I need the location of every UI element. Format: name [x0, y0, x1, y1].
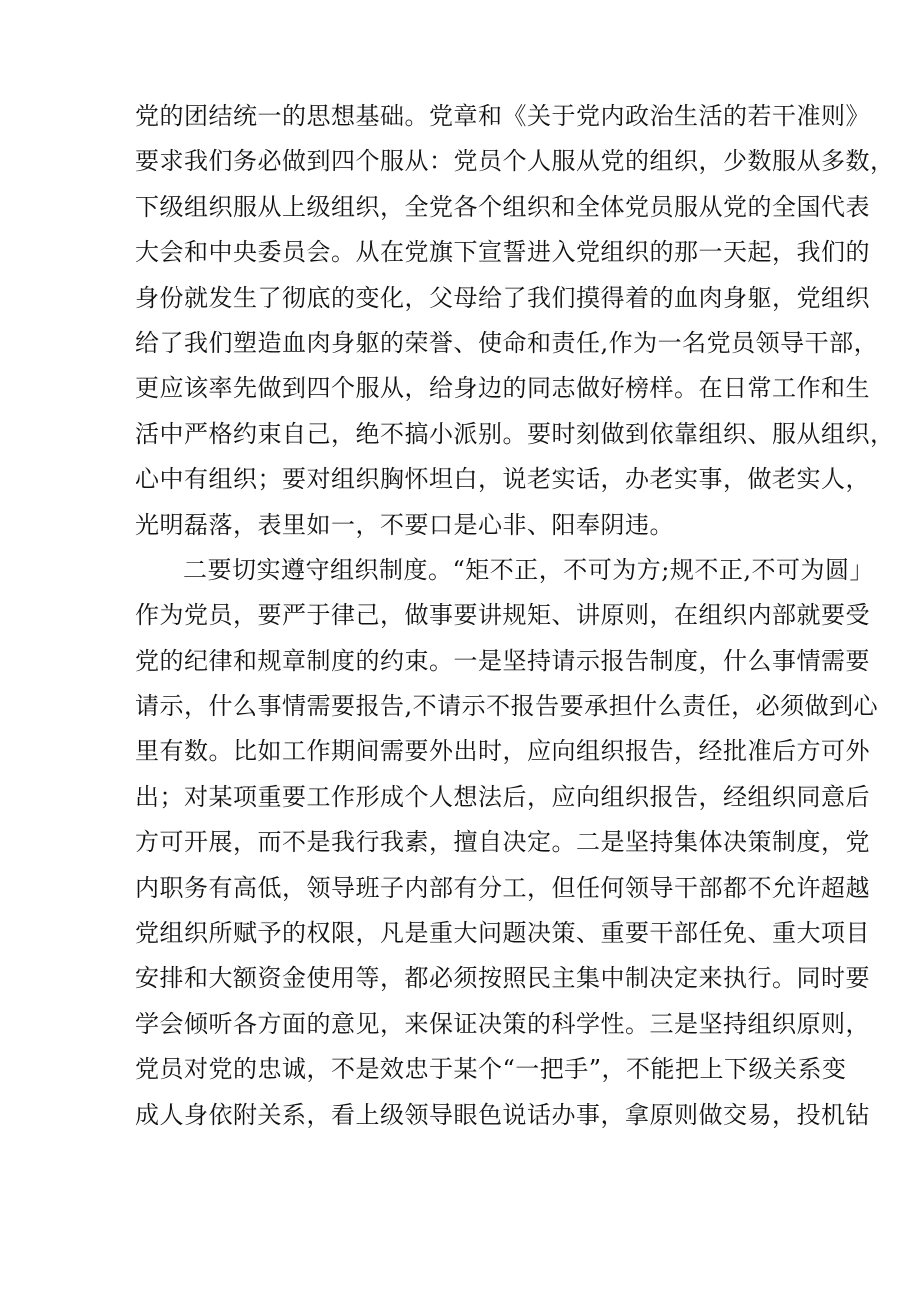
text-line: 出；对某项重要工作形成个人想法后，应向组织报告，经组织同意后: [135, 782, 870, 811]
text-line: 党的纪律和规章制度的约束。一是坚持请示报告制度，什么事情需要: [135, 646, 870, 675]
text-line: 请示，什么事情需要报告,不请示不报告要承担什么责任，必须做到心: [135, 692, 879, 721]
text-line: 下级组织服从上级组织，全党各个组织和全体党员服从党的全国代表: [135, 192, 870, 221]
text-line: 心中有组织；要对组织胸怀坦白，说老实话，办老实事，做老实人，: [135, 465, 870, 494]
text-line: 党员对党的忠诚，不是效忠于某个“一把手”，不能把上下级关系变: [135, 1055, 847, 1084]
text-line: 更应该率先做到四个服从，给身边的同志做好榜样。在日常工作和生: [135, 374, 870, 403]
text-line: 党组织所赋予的权限，凡是重大问题决策、重要干部任免、重大项目: [135, 919, 870, 948]
text-line-first: 二要切实遵守组织制度。“矩不正，不可为方;规不正,不可为圆」: [183, 555, 874, 584]
text-line: 活中严格约束自己，绝不搞小派别。要时刻做到依靠组织、服从组织，: [135, 419, 895, 448]
paragraph-1: [135, 94, 895, 548]
text-line: 大会和中央委员会。从在党旗下宣誓进入党组织的那一天起，我们的: [135, 238, 870, 267]
text-line: 里有数。比如工作期间需要外出时，应向组织报告，经批准后方可外: [135, 737, 870, 766]
document-body: [135, 94, 895, 1138]
text-line: 成人身依附关系，看上级领导眼色说话办事，拿原则做交易，投机钻: [135, 1100, 870, 1129]
text-line: 要求我们务必做到四个服从：党员个人服从党的组织，少数服从多数，: [135, 147, 895, 176]
paragraph-2: [135, 548, 879, 1138]
text-line: 给了我们塑造血肉身躯的荣誉、使命和责任,作为一名党员领导干部，: [135, 328, 879, 357]
text-line: 学会倾听各方面的意见，来保证决策的科学性。三是坚持组织原则，: [135, 1009, 870, 1038]
text-line: 方可开展，而不是我行我素，擅自决定。二是坚持集体决策制度，党: [135, 828, 870, 857]
text-line: 光明磊落，表里如一，不要口是心非、阳奉阴违。: [135, 510, 674, 539]
text-line: 作为党员，要严于律己，做事要讲规矩、讲原则，在组织内部就要受: [135, 601, 870, 630]
text-line: 内职务有高低，领导班子内部有分工，但任何领导干部都不允许超越: [135, 873, 870, 902]
text-line: 安排和大额资金使用等，都必须按照民主集中制决定来执行。同时要: [135, 964, 870, 993]
text-line: 党的团结统一的思想基础。党章和《关于党内政治生活的若干准则》: [135, 102, 870, 130]
text-line: 身份就发生了彻底的变化，父母给了我们摸得着的血肉身躯，党组织: [135, 283, 870, 312]
